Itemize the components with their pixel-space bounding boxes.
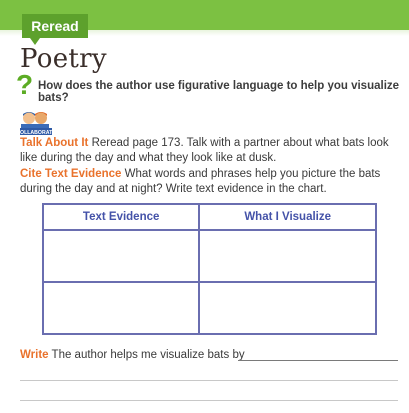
chart-header-text-evidence: Text Evidence: [43, 204, 199, 230]
talk-about-it-lead: Talk About It: [20, 137, 89, 149]
chart-cell-visualize-2[interactable]: [199, 282, 376, 334]
essential-question: How does the author use figurative language to help you visualize bats?: [38, 80, 400, 104]
chart-header-what-i-visualize: What I Visualize: [199, 204, 376, 230]
chart-cell-evidence-2[interactable]: [43, 282, 199, 334]
chart-header-row: [43, 204, 376, 230]
chart-cell-visualize-1[interactable]: [199, 230, 376, 282]
cite-text-evidence-text: What words and phrases help you picture the bats during the day and at night? Write text evidence in the chart.: [20, 168, 381, 195]
page-title: Poetry: [20, 44, 107, 74]
reread-tab: [22, 14, 88, 38]
question-mark-icon: ?: [16, 69, 34, 100]
chart-row: [43, 282, 376, 334]
talk-about-it-text: Reread page 173. Talk with a partner about what bats look like during the day and what they look like at dusk.: [20, 137, 389, 164]
chart-cell-evidence-1[interactable]: [43, 230, 199, 282]
answer-line[interactable]: [20, 400, 398, 401]
evidence-chart: [42, 203, 377, 335]
collaborate-figures: [18, 110, 54, 136]
talk-about-it-paragraph: [20, 136, 400, 166]
reread-tab-label: Reread: [31, 18, 79, 34]
write-answer-line[interactable]: [238, 360, 398, 361]
cite-text-evidence-lead: Cite Text Evidence: [20, 168, 122, 180]
answer-line[interactable]: [20, 380, 398, 381]
write-lead: Write: [20, 349, 49, 361]
collaborate-badge-label: COLLABORATE: [18, 130, 54, 136]
write-prompt-text: The author helps me visualize bats by: [51, 349, 245, 361]
cite-text-evidence-paragraph: [20, 167, 400, 197]
chart-row: [43, 230, 376, 282]
write-prompt: [20, 348, 245, 363]
